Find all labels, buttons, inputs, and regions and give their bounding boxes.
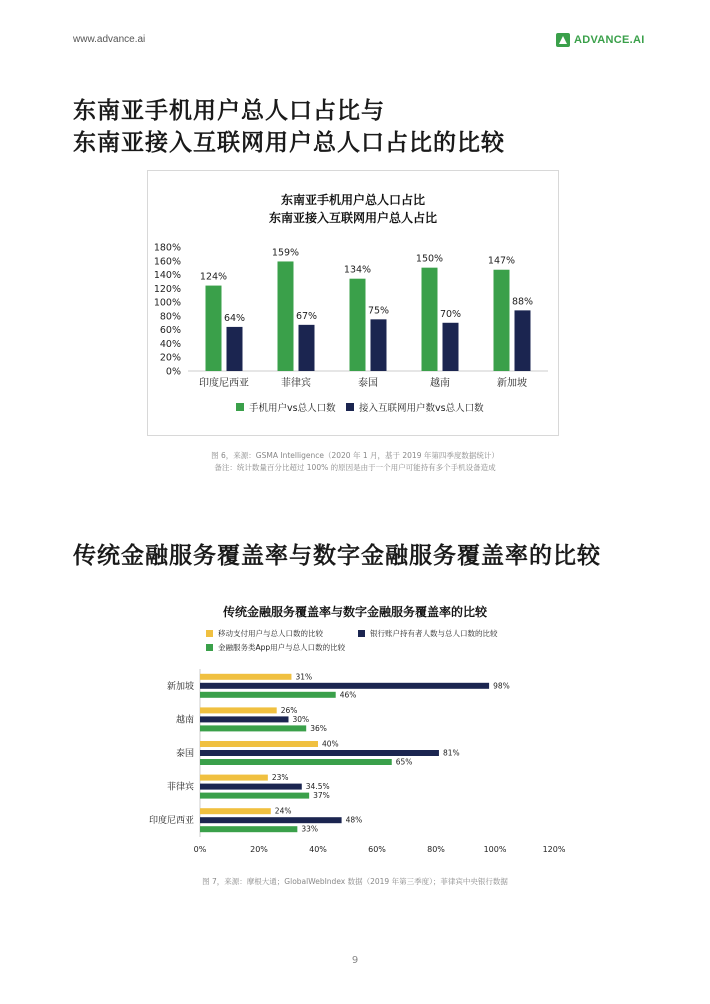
chart2-bar [200,759,392,765]
advance-ai-logo [556,31,645,49]
chart2-bar [200,775,268,781]
chart1-bar [494,270,510,371]
chart2-data-label: 48% [345,815,363,825]
chart2-category-label: 越南 [175,715,194,726]
chart1-bar [278,261,294,371]
chart1-ytick-label: 60% [159,325,181,337]
chart1-ytick-label: 160% [153,256,181,268]
chart2-bar [200,808,271,814]
chart2-legend-label: 移动支付用户与总人口数的比较 [218,629,323,638]
chart1-frame [147,170,559,436]
chart2-xtick-label: 0% [193,845,207,854]
figure6-note: 备注：统计数量百分比超过 100% 的原因是由于一个用户可能持有多个手机设备造成 [214,463,496,472]
chart1-bar [443,323,459,371]
chart1-ytick-label: 120% [153,283,181,295]
chart1-legend-swatch [346,403,354,411]
chart2-xtick-label: 120% [542,845,566,854]
chart2-bar [200,817,342,823]
chart1-data-label: 134% [343,264,372,276]
chart1-data-label: 64% [223,312,246,324]
page-number: 9 [351,955,359,966]
chart2-data-label: 33% [301,824,319,834]
chart1-legend-swatch [236,403,244,411]
chart2-category-label: 新加坡 [166,681,194,692]
chart2-data-label: 31% [295,672,313,682]
chart2-data-label: 46% [339,690,357,700]
chart2-bar [200,750,439,756]
chart1-title-line1: 东南亚手机用户总人口占比 [280,193,426,207]
chart2-data-label: 36% [310,723,327,733]
chart1-bar [206,286,222,371]
chart2-data-label: 37% [313,791,330,801]
logo-text: ADVANCE.AI [574,34,645,46]
chart2-bar [200,793,309,799]
chart1-svg [148,171,558,435]
chart1-ytick-label: 100% [153,297,181,309]
chart2-data-label: 40% [322,739,339,749]
section1-title-line2: 东南亚接入互联网用户总人口占比的比较 [73,130,505,156]
chart2-xtick-label: 100% [483,845,507,854]
chart2-svg [0,594,710,874]
chart1-title-line2: 东南亚接入互联网用户总人占比 [268,211,438,225]
chart1-bar [350,279,366,371]
chart2-bar [200,826,297,832]
chart2-data-label: 30% [292,714,310,724]
figure7-caption: 图 7，来源：摩根大通；GlobalWebIndex 数据（2019 年第三季度）；菲律宾中央银行数据 [202,877,508,886]
chart2-xtick-label: 80% [427,845,445,854]
figure6-caption: 图 6，来源：GSMA Intelligence（2020 年 1 月，基于 2019 年第四季度数据统计） [211,451,499,460]
chart1-data-label: 159% [271,247,300,259]
chart2-category-label: 印度尼西亚 [148,816,194,827]
chart2-bar [200,674,291,680]
chart1-ytick-label: 140% [153,270,181,282]
chart2-data-label: 26% [280,705,298,715]
chart2-bar [200,716,289,722]
section1-title-line1: 东南亚手机用户总人口占比与 [73,98,385,124]
chart2-data-label: 81% [442,748,460,758]
site-url[interactable]: www.advance.ai [73,34,146,45]
chart1-legend-label: 手机用户vs总人口数 [249,403,336,414]
chart2-legend-label: 银行账户持有者人数与总人口数的比较 [370,629,498,638]
chart1-bar [422,268,438,371]
chart1-data-label: 67% [295,310,318,322]
logo-icon [556,33,570,47]
chart1-bar [371,319,387,371]
chart1-bar [515,310,531,371]
chart1-data-label: 70% [439,308,462,320]
chart2-bar [200,725,306,731]
chart2-category-label: 菲律宾 [166,782,194,793]
chart2-category-label: 泰国 [175,749,194,759]
chart1-bar [227,327,243,371]
chart1-category-label: 菲律宾 [281,378,311,389]
chart2-legend-swatch [358,630,365,637]
chart1-category-label: 泰国 [358,378,378,389]
chart2-legend-swatch [206,630,213,637]
section2-title: 传统金融服务覆盖率与数字金融服务覆盖率的比较 [73,543,601,569]
chart1-ytick-label: 40% [159,338,181,350]
chart1-ytick-label: 180% [153,242,181,254]
chart2-bar [200,707,277,713]
chart1-ytick-label: 80% [159,311,181,323]
chart1-category-label: 越南 [430,378,450,389]
chart2-bar [200,741,318,747]
chart1-category-label: 新加坡 [497,378,527,389]
chart1-data-label: 75% [367,305,390,317]
chart2-bar [200,683,489,689]
chart2-data-label: 24% [274,806,292,816]
chart1-data-label: 124% [199,271,228,283]
chart2-xtick-label: 40% [309,845,327,854]
chart2-bar [200,692,336,698]
chart1-data-label: 88% [511,296,534,308]
chart2-data-label: 23% [271,773,289,783]
chart1-data-label: 150% [415,253,444,265]
chart2-legend-label: 金融服务类App用户与总人口数的比较 [218,643,346,652]
chart1-data-label: 147% [487,255,516,267]
chart2-legend-swatch [206,644,213,651]
chart1-category-label: 印度尼西亚 [199,378,249,389]
chart1-legend-label: 接入互联网用户数vs总人口数 [359,403,484,414]
chart1-ytick-label: 20% [159,352,181,364]
chart2-data-label: 98% [493,681,510,691]
chart2-bar [200,784,302,790]
chart2-xtick-label: 60% [368,845,386,854]
chart2-data-label: 34.5% [305,782,330,792]
chart2-title: 传统金融服务覆盖率与数字金融服务覆盖率的比较 [222,605,488,619]
chart1-ytick-label: 0% [165,366,181,378]
chart2-data-label: 65% [395,757,413,767]
chart1-bar [299,325,315,371]
chart2-xtick-label: 20% [250,845,268,854]
